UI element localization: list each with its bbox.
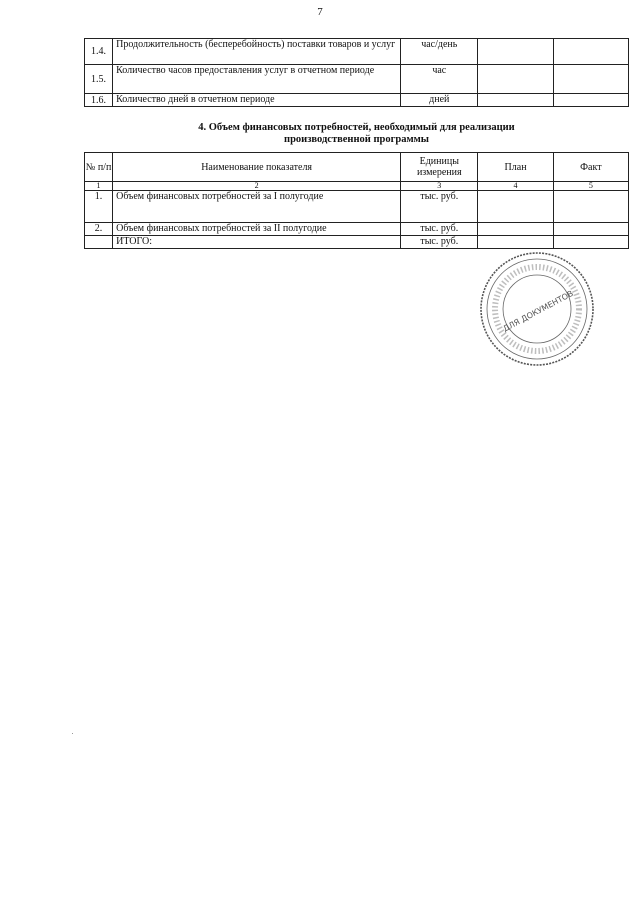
row-number: 1.4. [85, 39, 113, 65]
row-number: 1.6. [85, 94, 113, 107]
row-number [85, 236, 113, 249]
plan-cell [478, 94, 553, 107]
header-name: Наименование показателя [113, 153, 401, 182]
fact-cell [553, 94, 628, 107]
fact-cell [553, 65, 628, 94]
unit-cell: дней [401, 94, 478, 107]
table-header-row [85, 153, 629, 182]
page-number: 7 [317, 6, 323, 18]
indicator-name: Объем финансовых потребностей за II полугодие [113, 223, 401, 236]
plan-cell [478, 236, 553, 249]
row-number: 1.5. [85, 65, 113, 94]
row-number: 2. [85, 223, 113, 236]
plan-cell [478, 191, 553, 223]
table-row [85, 94, 629, 107]
unit-cell: тыс. руб. [401, 236, 478, 249]
table-row [85, 65, 629, 94]
unit-cell: тыс. руб. [401, 223, 478, 236]
column-number: 1 [85, 182, 113, 191]
scan-dot [72, 733, 73, 734]
section-title-line: производственной программы [284, 134, 429, 145]
plan-cell [478, 65, 553, 94]
header-unit: Единицы измерения [401, 153, 478, 182]
unit-cell: час [401, 65, 478, 94]
section-title [84, 122, 629, 146]
header-fact: Факт [553, 153, 628, 182]
column-numbers-row [85, 182, 629, 191]
plan-cell [478, 223, 553, 236]
stamp-text: ДЛЯ ДОКУМЕНТОВ [501, 288, 575, 334]
unit-cell: час/день [401, 39, 478, 65]
fact-cell [553, 236, 628, 249]
column-number: 3 [401, 182, 478, 191]
column-number: 5 [553, 182, 628, 191]
row-number: 1. [85, 191, 113, 223]
fact-cell [553, 223, 628, 236]
fact-cell [553, 39, 628, 65]
table-row [85, 39, 629, 65]
financial-needs-table [84, 152, 629, 249]
indicator-name: Объем финансовых потребностей за I полугодие [113, 191, 401, 223]
header-plan: План [478, 153, 553, 182]
column-number: 4 [478, 182, 553, 191]
section-title-line: 4. Объем финансовых потребностей, необходимый для реализации [198, 122, 515, 133]
indicator-name: Количество дней в отчетном периоде [113, 94, 401, 107]
production-indicators-table [84, 38, 629, 107]
fact-cell [553, 191, 628, 223]
table-row [85, 223, 629, 236]
indicator-name: Количество часов предоставления услуг в отчетном периоде [113, 65, 401, 94]
total-label: ИТОГО: [113, 236, 401, 249]
column-number: 2 [113, 182, 401, 191]
plan-cell [478, 39, 553, 65]
unit-cell: тыс. руб. [401, 191, 478, 223]
indicator-name: Продолжительность (бесперебойность) поставки товаров и услуг [113, 39, 401, 65]
table-row [85, 191, 629, 223]
total-row [85, 236, 629, 249]
header-num: № п/п [85, 153, 113, 182]
document-stamp [478, 250, 596, 368]
